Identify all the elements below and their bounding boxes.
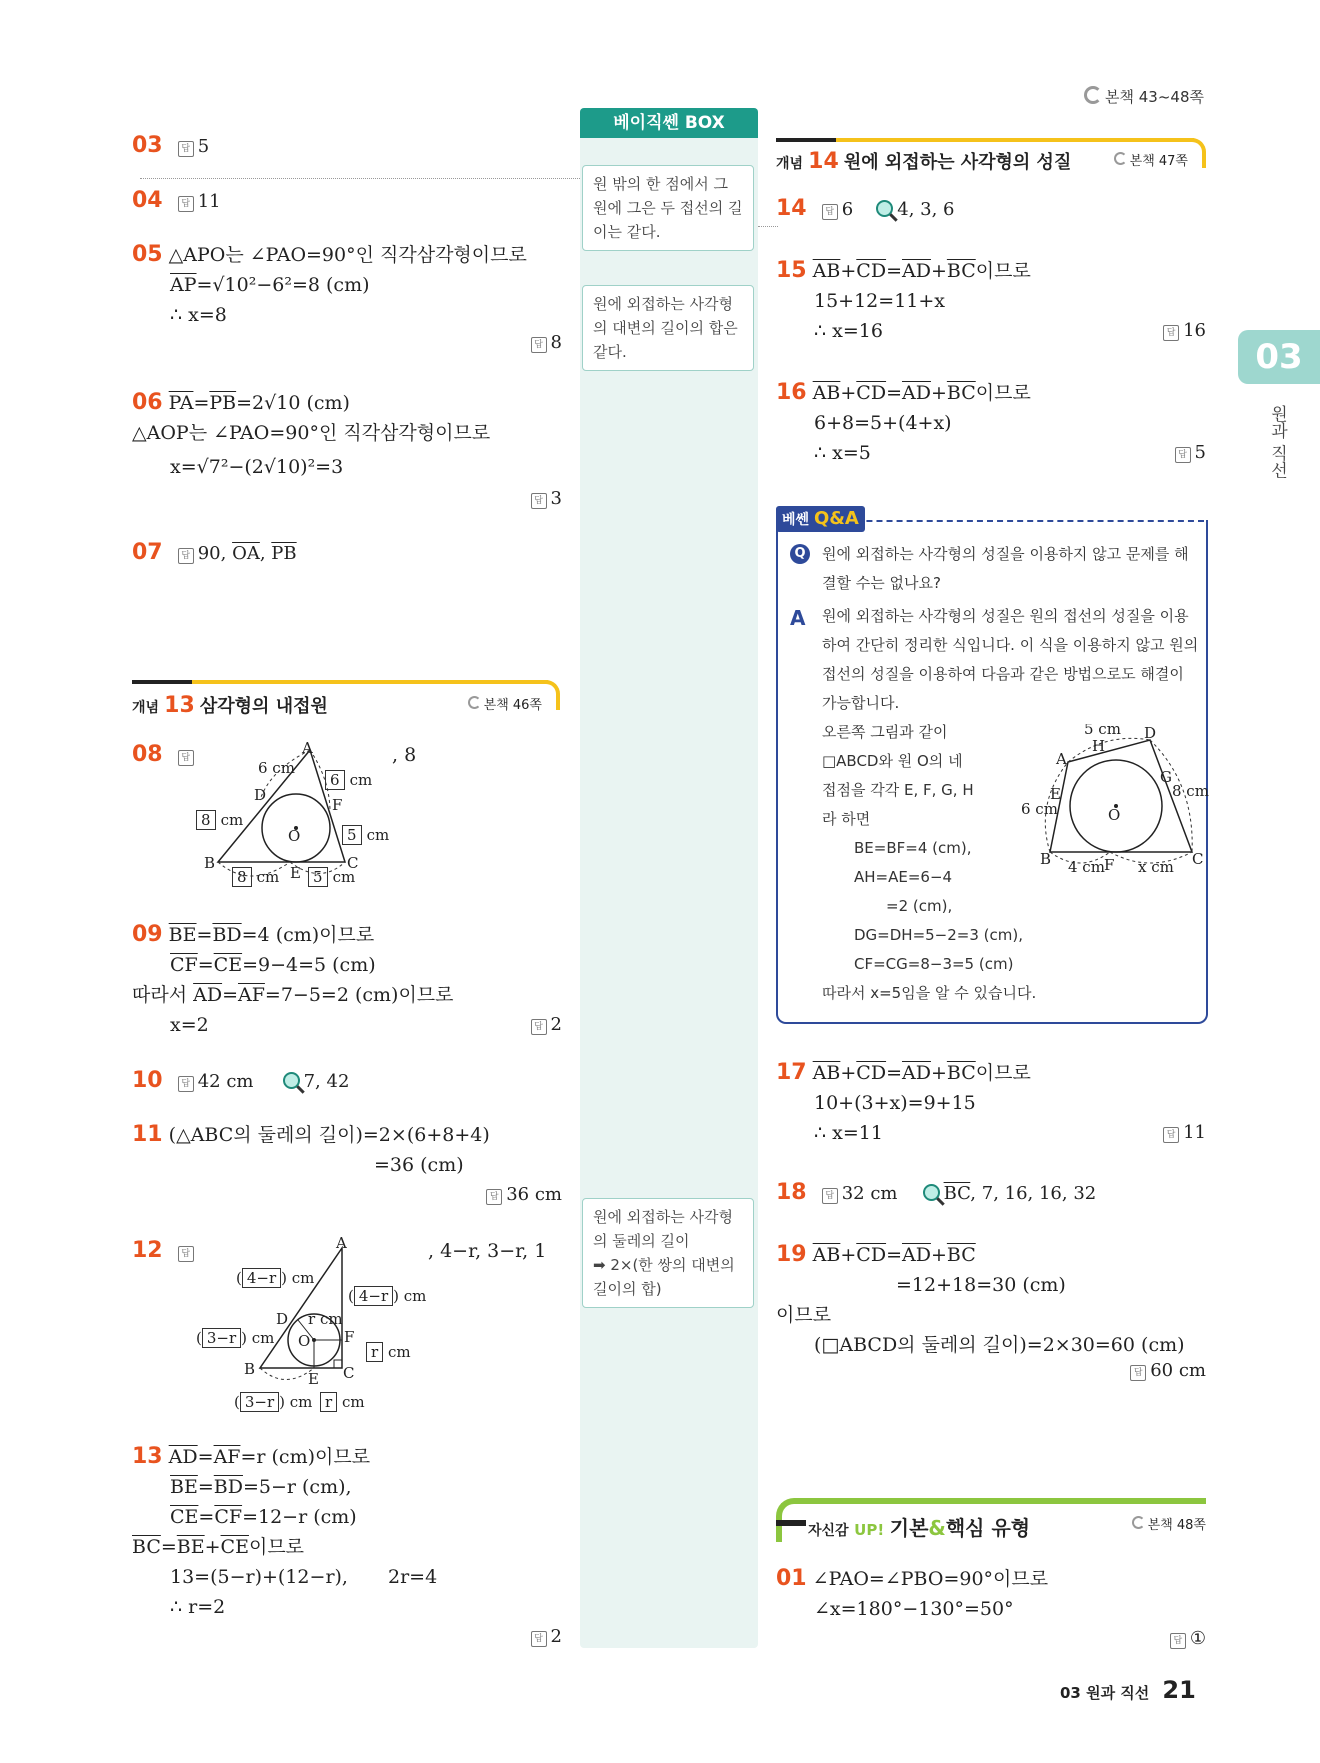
answer: 2 bbox=[550, 1626, 562, 1647]
segment: $\overline{CD}$ bbox=[856, 1244, 887, 1266]
label-b: B bbox=[1040, 850, 1052, 868]
answer: 8 bbox=[550, 332, 562, 353]
problem-07 bbox=[132, 540, 297, 565]
box-value: 3−r bbox=[240, 1392, 279, 1412]
segment: $\overline{CE}$ bbox=[213, 954, 243, 976]
answer-icon: 답 bbox=[178, 548, 194, 564]
answer: 11 bbox=[1183, 1122, 1206, 1143]
answer-icon: 답 bbox=[178, 1076, 194, 1092]
label-d: D bbox=[254, 786, 267, 804]
box-3-r-a: ( 3−r ) cm bbox=[196, 1329, 275, 1347]
problem-06 bbox=[132, 388, 562, 509]
label-c: C bbox=[347, 854, 359, 872]
segment: $\overline{AB}$ bbox=[812, 1244, 841, 1266]
book-icon bbox=[1114, 152, 1127, 165]
page-number: 21 bbox=[1162, 1676, 1196, 1704]
segment: $\overline{CF}$ bbox=[170, 954, 198, 976]
section-title: 기본 bbox=[889, 1516, 929, 1540]
problem-15: 15 $\overline{AB}+\overline{CD}=\overline{AD}+\overline{BC}$이므로 15+12=11+x ∴ x=16 답 16 bbox=[776, 258, 1206, 342]
label-a: A bbox=[1056, 750, 1067, 768]
section-title-2: 핵심 유형 bbox=[945, 1516, 1031, 1540]
answer: 5 bbox=[197, 136, 210, 157]
segment: $\overline{CE}$ bbox=[220, 1536, 249, 1558]
label-5cm: 5 cm bbox=[1084, 724, 1121, 738]
solution-text: ∴ x=11 bbox=[814, 1122, 883, 1144]
section-amp: & bbox=[928, 1516, 946, 1540]
answer-icon: 답 bbox=[1163, 1127, 1179, 1143]
solution-text: ∴ x=5 bbox=[814, 442, 871, 464]
unit: cm bbox=[332, 868, 356, 886]
answer-icon: 답 bbox=[1130, 1365, 1146, 1381]
problem-14 bbox=[776, 196, 955, 221]
segment: $\overline{BC}$ bbox=[132, 1536, 161, 1558]
box-value: 5 bbox=[342, 825, 362, 845]
label-b: B bbox=[204, 854, 216, 872]
box-value: 8 bbox=[232, 867, 252, 887]
unit: cm bbox=[256, 868, 280, 886]
qa-badge-title: Q&A bbox=[813, 508, 859, 529]
solution-text: 이므로 bbox=[248, 1536, 305, 1558]
solution-text: = bbox=[160, 1536, 177, 1558]
book-icon bbox=[1132, 1516, 1145, 1529]
box-note-2: 원에 외접하는 사각형의 대변의 길이의 합은 같다. bbox=[582, 285, 754, 371]
section-title: 삼각형의 내접원 bbox=[199, 696, 328, 717]
solution-text: 13=(5−r)+(12−r), bbox=[170, 1566, 348, 1588]
solution-line: 이므로 bbox=[776, 1304, 832, 1326]
box-value: 8 bbox=[196, 810, 216, 830]
box-3-r-b: ( 3−r ) cm bbox=[234, 1393, 313, 1411]
solution-text: 따라서 bbox=[132, 984, 194, 1006]
segment: $\overline{CD}$ bbox=[856, 260, 887, 282]
unit: cm bbox=[387, 1343, 411, 1361]
solution-text: = bbox=[193, 392, 210, 414]
unit: cm bbox=[220, 811, 244, 829]
segment: $\overline{CD}$ bbox=[856, 382, 887, 404]
box-value: 4−r bbox=[242, 1268, 281, 1288]
label-e: E bbox=[290, 864, 301, 882]
solution-text: ∴ x=16 bbox=[814, 320, 883, 342]
label-e: E bbox=[1050, 785, 1061, 803]
qa-answer: 원에 외접하는 사각형의 성질은 원의 접선의 성질을 이용하여 간단히 정리한 식입니다. 이 식을 이용하지 않고 원의 접선의 성질을 이용하여 다음과 같은 방법으로도 해결이 가능합니다. bbox=[822, 607, 1199, 712]
section-up: UP! bbox=[854, 1521, 885, 1539]
answer-icon: 답 bbox=[1175, 447, 1191, 463]
segment: $\overline{CF}$ bbox=[214, 1506, 243, 1528]
solution-text: =7−5=2 (cm)이므로 bbox=[264, 984, 454, 1006]
side-tab-number: 03 bbox=[1255, 337, 1303, 377]
answer: 36 cm bbox=[506, 1184, 562, 1205]
label-o: O bbox=[298, 1332, 311, 1350]
answer: 11 bbox=[197, 191, 221, 212]
solution-text: =r (cm)이므로 bbox=[240, 1446, 371, 1468]
problem-18 bbox=[776, 1180, 1096, 1205]
label-f: F bbox=[332, 796, 343, 814]
section-ref: 본책 46쪽 bbox=[483, 698, 542, 713]
label-rcm: r cm bbox=[308, 1310, 343, 1328]
unit: cm bbox=[366, 826, 390, 844]
answer-icon: 답 bbox=[1163, 325, 1179, 341]
box-value: 3−r bbox=[202, 1328, 241, 1348]
connector-line bbox=[140, 178, 580, 179]
solution-text: x=2 bbox=[170, 1014, 209, 1036]
problem-number: 14 bbox=[776, 196, 807, 221]
solution-text: 2r=4 bbox=[387, 1566, 438, 1588]
label-a: A bbox=[336, 1236, 347, 1252]
hint: 4, 3, 6 bbox=[897, 199, 955, 220]
problem-09 bbox=[132, 920, 562, 1040]
segment: $\overline{BE}$ bbox=[170, 1476, 198, 1498]
box-4-r-a: ( 4−r ) cm bbox=[236, 1269, 315, 1287]
label-4cm: 4 cm bbox=[1068, 858, 1105, 876]
answer: ① bbox=[1189, 1628, 1206, 1649]
segment: $\overline{AD}$ bbox=[901, 382, 931, 404]
qa-line: 오른쪽 그림과 같이 bbox=[822, 723, 948, 741]
problem-number: 18 bbox=[776, 1180, 807, 1205]
problem-number: 16 bbox=[776, 380, 807, 405]
solution-text: 이므로 bbox=[975, 1062, 1031, 1084]
answer-icon: 답 bbox=[178, 1246, 194, 1262]
solution-text: = bbox=[197, 954, 214, 976]
solution-line: =√10²−6²=8 (cm) bbox=[196, 274, 370, 296]
segment: $\overline{AD}$ bbox=[168, 1446, 198, 1468]
solution-line: (△ABC의 둘레의 길이)=2×(6+8+4) bbox=[168, 1124, 490, 1146]
answer: 5 bbox=[1194, 442, 1206, 463]
segment: $\overline{AF}$ bbox=[213, 1446, 241, 1468]
qa-badge bbox=[776, 506, 865, 532]
answer-icon: 답 bbox=[178, 141, 194, 157]
book-icon bbox=[1084, 86, 1102, 104]
quadrilateral-incircle-diagram bbox=[1020, 724, 1210, 880]
segment: $\overline{PA}$ bbox=[168, 392, 194, 414]
answer-icon: 답 bbox=[531, 1019, 547, 1035]
section-pre: 자신감 bbox=[808, 1523, 849, 1539]
box-note-3-line-2: ➡ 2×(한 쌍의 대변의 길이의 합) bbox=[593, 1256, 735, 1298]
box-label-8a bbox=[196, 810, 243, 830]
qa-question: 원에 외접하는 사각형의 성질을 이용하지 않고 문제를 해결할 수는 없나요? bbox=[822, 545, 1189, 592]
problem-number: 06 bbox=[132, 390, 163, 415]
problem-12 bbox=[132, 1238, 198, 1263]
answer-icon: 답 bbox=[178, 750, 194, 766]
section-label: 개념 bbox=[132, 700, 160, 716]
label-xcm: x cm bbox=[1138, 858, 1174, 876]
unit: cm bbox=[289, 1393, 313, 1411]
section-label: 개념 bbox=[776, 156, 804, 172]
problem-number: 08 bbox=[132, 742, 163, 767]
solution-text: =9−4=5 (cm) bbox=[242, 954, 376, 976]
answer-segment: $\overline{PB}$ bbox=[271, 543, 297, 564]
problem-number: 01 bbox=[776, 1566, 807, 1591]
problem-number: 07 bbox=[132, 540, 163, 565]
solution-text: =5−r (cm), bbox=[242, 1476, 352, 1498]
qa-line: CF=CG=8−3=5 (cm) bbox=[854, 955, 1014, 973]
answer: 2 bbox=[550, 1014, 562, 1035]
label-o: O bbox=[1108, 806, 1121, 824]
label-g: G bbox=[1160, 768, 1172, 786]
basic-box-title: 베이직쎈 BOX bbox=[580, 108, 758, 138]
answer-segment: $\overline{OA}$ bbox=[232, 543, 260, 564]
problem-number: 04 bbox=[132, 188, 163, 213]
unit: cm bbox=[291, 1269, 315, 1287]
segment: $\overline{BC}$ bbox=[946, 1244, 976, 1266]
label-6cm: 6 cm bbox=[258, 759, 295, 777]
side-tab-title: 원과 직선 bbox=[1267, 405, 1287, 479]
header-ref: 본책 43~48쪽 bbox=[1084, 86, 1204, 107]
hint: 7, 42 bbox=[303, 1071, 350, 1092]
problem-16: 16 $\overline{AB}+\overline{CD}=\overline{AD}+\overline{BC}$이므로 6+8=5+(4+x) ∴ x=5 답 5 bbox=[776, 380, 1206, 464]
section-header-basic bbox=[776, 1498, 1206, 1542]
section-ref: 본책 48쪽 bbox=[1147, 1518, 1206, 1533]
label-e: E bbox=[308, 1370, 319, 1388]
segment: $\overline{BC}$ bbox=[946, 1062, 976, 1084]
answer-icon: 답 bbox=[531, 1631, 547, 1647]
solution-text: = bbox=[197, 1446, 214, 1468]
answer-icon: 답 bbox=[822, 204, 838, 220]
box-value: 5 bbox=[308, 867, 328, 887]
segment: $\overline{BD}$ bbox=[213, 1476, 243, 1498]
solution-line: ∴ r=2 bbox=[170, 1596, 226, 1618]
label-f: F bbox=[344, 1328, 355, 1346]
qa-line: AH=AE=6−4 bbox=[854, 868, 953, 886]
answer-icon: 답 bbox=[822, 1188, 838, 1204]
label-c: C bbox=[343, 1364, 355, 1382]
qa-line: 라 하면 bbox=[822, 810, 871, 828]
hint-magnifier-icon bbox=[923, 1184, 940, 1201]
problem-number: 10 bbox=[132, 1068, 163, 1093]
solution-line: 10+(3+x)=9+15 bbox=[814, 1092, 976, 1114]
problem-08 bbox=[132, 742, 198, 767]
label-d: D bbox=[1144, 724, 1157, 742]
unit: cm bbox=[403, 1287, 427, 1305]
solution-text: = bbox=[197, 1476, 214, 1498]
unit: cm bbox=[341, 1393, 365, 1411]
answer: , bbox=[259, 543, 272, 564]
section-title: 원에 외접하는 사각형의 성질 bbox=[843, 152, 1072, 173]
q-icon: Q bbox=[790, 544, 810, 564]
section-ref: 본책 47쪽 bbox=[1129, 154, 1188, 169]
label-b: B bbox=[244, 1360, 256, 1378]
box-note-1: 원 밖의 한 점에서 그 원에 그은 두 접선의 길이는 같다. bbox=[582, 165, 754, 251]
right-triangle-incircle-diagram bbox=[230, 1236, 380, 1396]
qa-line: =2 (cm), bbox=[886, 897, 953, 915]
box-value: r bbox=[320, 1392, 337, 1412]
solution-line: =36 (cm) bbox=[374, 1154, 464, 1176]
box-note-3-line-1: 원에 외접하는 사각형의 둘레의 길이 bbox=[593, 1208, 733, 1250]
answer: 90, bbox=[197, 543, 233, 564]
solution-text: =2√10 (cm) bbox=[236, 392, 350, 414]
segment: $\overline{AD}$ bbox=[901, 260, 931, 282]
problem-01 bbox=[776, 1564, 1206, 1649]
unit: cm bbox=[251, 1329, 275, 1347]
problem-03 bbox=[132, 133, 209, 158]
segment: $\overline{AB}$ bbox=[812, 260, 841, 282]
book-icon bbox=[468, 696, 481, 709]
footer bbox=[1060, 1676, 1196, 1704]
problem-number: 13 bbox=[132, 1444, 163, 1469]
label-h: H bbox=[1092, 737, 1106, 755]
qa-line: 접점을 각각 E, F, G, H bbox=[822, 781, 974, 799]
problem-05 bbox=[132, 240, 562, 353]
answer: 32 cm bbox=[841, 1183, 898, 1204]
solution-text: =4 (cm)이므로 bbox=[241, 924, 375, 946]
segment: $\overline{CE}$ bbox=[170, 1506, 199, 1528]
label-8cm: 8 cm bbox=[1172, 782, 1209, 800]
solution-text: 이므로 bbox=[975, 382, 1031, 404]
segment: $\overline{AB}$ bbox=[812, 1062, 841, 1084]
label-o: O bbox=[288, 827, 301, 845]
section-header-14 bbox=[776, 138, 1206, 172]
solution-line: △AOP는 ∠PAO=90°인 직각삼각형이므로 bbox=[132, 422, 491, 444]
box-note-3 bbox=[582, 1198, 754, 1308]
segment: $\overline{BE}$ bbox=[168, 924, 197, 946]
segment: $\overline{PB}$ bbox=[209, 392, 237, 414]
segment: $\overline{BC}$ bbox=[946, 382, 976, 404]
solution-text: = bbox=[222, 984, 238, 1006]
answer-icon: 답 bbox=[178, 196, 194, 212]
box-label-6 bbox=[325, 770, 372, 790]
answer: 60 cm bbox=[1150, 1360, 1206, 1381]
solution-text: = bbox=[196, 924, 213, 946]
segment: $\overline{AB}$ bbox=[812, 382, 841, 404]
side-tab bbox=[1238, 330, 1320, 384]
answer-icon: 답 bbox=[1170, 1633, 1186, 1649]
segment: $\overline{AD}$ bbox=[901, 1244, 931, 1266]
qa-line: 따라서 x=5임을 알 수 있습니다. bbox=[822, 984, 1037, 1002]
answer-tail: , 8 bbox=[392, 744, 417, 766]
hint-magnifier-icon bbox=[283, 1072, 300, 1089]
box-label-8b bbox=[232, 867, 279, 887]
solution-text: + bbox=[204, 1536, 221, 1558]
box-value: 4−r bbox=[354, 1286, 393, 1306]
problem-number: 09 bbox=[132, 922, 163, 947]
problem-04 bbox=[132, 188, 221, 213]
problem-number: 11 bbox=[132, 1122, 163, 1147]
solution-line: =12+18=30 (cm) bbox=[896, 1274, 1066, 1296]
problem-19: 19 $\overline{AB}+\overline{CD}=\overline{AD}+\overline{BC}$ =12+18=30 (cm) 이므로 (□ABCD의 둘레의 길이)=2×30=60 (cm) 답 60 cm bbox=[776, 1242, 1206, 1381]
hint: , 7, 16, 16, 32 bbox=[970, 1183, 1097, 1204]
box-r-a bbox=[366, 1342, 411, 1362]
qa-line: □ABCD와 원 O의 네 bbox=[822, 752, 963, 770]
box-value: r bbox=[366, 1342, 383, 1362]
problem-number: 12 bbox=[132, 1238, 163, 1263]
problem-11 bbox=[132, 1120, 562, 1205]
solution-line: 6+8=5+(4+x) bbox=[814, 412, 952, 434]
answer-tail: , 4−r, 3−r, 1 bbox=[428, 1240, 547, 1262]
solution-text: =12−r (cm) bbox=[242, 1506, 357, 1528]
solution-line: ∠x=180°−130°=50° bbox=[814, 1598, 1014, 1620]
solution-line: (□ABCD의 둘레의 길이)=2×30=60 (cm) bbox=[814, 1334, 1185, 1356]
section-number: 14 bbox=[808, 149, 839, 174]
section-number: 13 bbox=[164, 693, 195, 718]
answer: 3 bbox=[550, 488, 562, 509]
problem-10 bbox=[132, 1068, 349, 1093]
problem-number: 19 bbox=[776, 1242, 807, 1267]
answer-icon: 답 bbox=[531, 337, 547, 353]
problem-number: 03 bbox=[132, 133, 163, 158]
answer-icon: 답 bbox=[531, 493, 547, 509]
connector-line-2 bbox=[758, 226, 778, 227]
label-c: C bbox=[1192, 850, 1204, 868]
problem-number: 17 bbox=[776, 1060, 807, 1085]
problem-13 bbox=[132, 1442, 562, 1647]
box-value: 6 bbox=[325, 770, 345, 790]
unit: cm bbox=[349, 771, 373, 789]
qa-line: BE=BF=4 (cm), bbox=[854, 839, 972, 857]
box-label-5a bbox=[342, 825, 389, 845]
solution-text: 이므로 bbox=[975, 260, 1031, 282]
segment: $\overline{BC}$ bbox=[946, 260, 976, 282]
solution-text: = bbox=[198, 1506, 215, 1528]
solution-line: x=√7²−(2√10)²=3 bbox=[170, 456, 344, 478]
qa-badge-text: 베쎈 bbox=[782, 512, 810, 528]
label-d: D bbox=[276, 1310, 289, 1328]
answer: 16 bbox=[1183, 320, 1206, 341]
segment: $\overline{AD}$ bbox=[193, 984, 223, 1006]
a-icon: A bbox=[790, 606, 806, 630]
box-4-r-b: ( 4−r ) cm bbox=[348, 1287, 427, 1305]
answer: 6 bbox=[841, 199, 854, 220]
label-f: F bbox=[1104, 856, 1115, 874]
hint-segment: $\overline{BC}$ bbox=[943, 1183, 971, 1204]
box-r-b bbox=[320, 1392, 365, 1412]
solution-line: 15+12=11+x bbox=[814, 290, 946, 312]
problem-number: 15 bbox=[776, 258, 807, 283]
segment: $\overline{BE}$ bbox=[176, 1536, 205, 1558]
box-label-5b bbox=[308, 867, 355, 887]
label-6cm: 6 cm bbox=[1021, 800, 1058, 818]
problem-17: 17 $\overline{AB}+\overline{CD}=\overline{AD}+\overline{BC}$이므로 10+(3+x)=9+15 ∴ x=11 답 11 bbox=[776, 1060, 1206, 1144]
section-header-13 bbox=[132, 680, 560, 718]
solution-line: △APO는 ∠PAO=90°인 직각삼각형이므로 bbox=[168, 244, 527, 266]
problem-number: 05 bbox=[132, 242, 163, 267]
answer-icon: 답 bbox=[486, 1189, 502, 1205]
segment: $\overline{AP}$ bbox=[170, 274, 197, 296]
segment: $\overline{BD}$ bbox=[212, 924, 242, 946]
footer-chapter: 03 원과 직선 bbox=[1060, 1684, 1150, 1702]
segment: $\overline{AD}$ bbox=[901, 1062, 931, 1084]
answer: 42 cm bbox=[197, 1071, 254, 1092]
qa-line: DG=DH=5−2=3 (cm), bbox=[854, 926, 1024, 944]
segment: $\overline{AF}$ bbox=[238, 984, 265, 1006]
hint-magnifier-icon bbox=[876, 200, 893, 217]
solution-line: ∠PAO=∠PBO=90°이므로 bbox=[812, 1568, 1049, 1590]
segment: $\overline{CD}$ bbox=[856, 1062, 887, 1084]
solution-line: ∴ x=8 bbox=[170, 304, 227, 326]
label-a: A bbox=[302, 740, 313, 757]
